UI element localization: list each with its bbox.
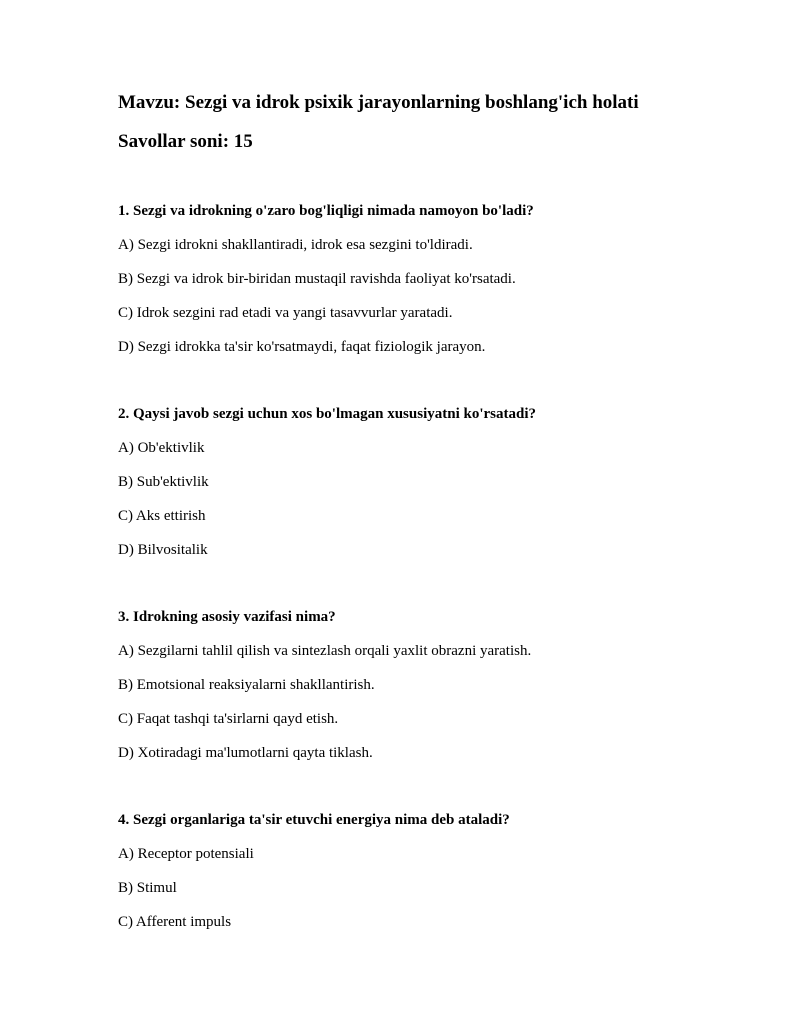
answer-option-a: A) Sezgilarni tahlil qilish va sintezlash orqali yaxlit obrazni yaratish. xyxy=(118,643,532,659)
answer-option-d: D) Bilvositalik xyxy=(118,542,208,558)
question-block xyxy=(118,406,758,576)
answer-option-a: A) Ob'ektivlik xyxy=(118,440,205,456)
question-count: Savollar soni: 15 xyxy=(118,131,253,152)
answer-option-b: B) Stimul xyxy=(118,880,177,896)
question-text: 4. Sezgi organlariga ta'sir etuvchi energiya nima deb ataladi? xyxy=(118,812,510,828)
answer-option-c: C) Afferent impuls xyxy=(118,914,232,930)
answer-option-c: C) Idrok sezgini rad etadi va yangi tasavvurlar yaratadi. xyxy=(118,305,453,321)
question-block xyxy=(118,812,758,948)
answer-option-c: C) Aks ettirish xyxy=(118,508,206,524)
answer-option-a: A) Receptor potensiali xyxy=(118,846,254,862)
question-text: 2. Qaysi javob sezgi uchun xos bo'lmagan xususiyatni ko'rsatadi? xyxy=(118,406,537,422)
answer-option-b: B) Sub'ektivlik xyxy=(118,474,209,490)
answer-option-a: A) Sezgi idrokni shakllantiradi, idrok esa sezgini to'ldiradi. xyxy=(118,237,473,253)
answer-option-d: D) Sezgi idrokka ta'sir ko'rsatmaydi, faqat fiziologik jarayon. xyxy=(118,339,486,355)
answer-option-d: D) Xotiradagi ma'lumotlarni qayta tiklash. xyxy=(118,745,373,761)
question-text: 3. Idrokning asosiy vazifasi nima? xyxy=(118,609,336,625)
question-block xyxy=(118,609,758,779)
answer-option-b: B) Sezgi va idrok bir-biridan mustaqil ravishda faoliyat ko'rsatadi. xyxy=(118,271,516,287)
question-text: 1. Sezgi va idrokning o'zaro bog'liqligi nimada namoyon bo'ladi? xyxy=(118,203,534,219)
topic-title: Mavzu: Sezgi va idrok psixik jarayonlarning boshlang'ich holati xyxy=(118,92,639,113)
answer-option-c: C) Faqat tashqi ta'sirlarni qayd etish. xyxy=(118,711,339,727)
answer-option-b: B) Emotsional reaksiyalarni shakllantirish. xyxy=(118,677,375,693)
question-block xyxy=(118,203,758,373)
